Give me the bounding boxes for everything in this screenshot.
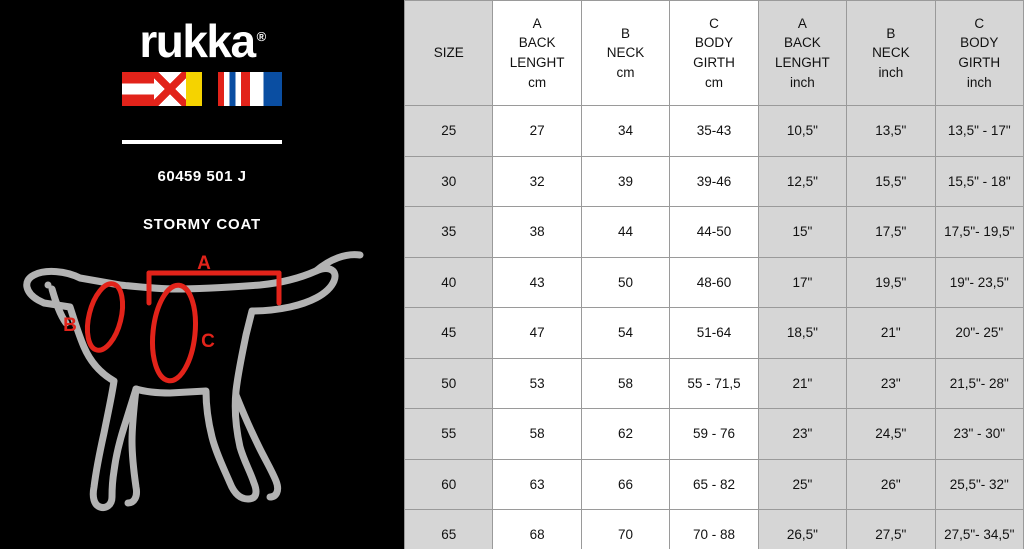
- cell-neck-inch: 17,5": [847, 207, 935, 258]
- cell-body-girth-cm: 55 - 71,5: [670, 358, 758, 409]
- cell-neck-inch: 24,5": [847, 409, 935, 460]
- flag-strip-icon: [122, 72, 282, 106]
- header-row: [405, 1, 1024, 106]
- brand-logo: [0, 15, 404, 106]
- cell-size: 40: [405, 257, 493, 308]
- table-row: [405, 409, 1024, 460]
- cell-back-length-inch: 25": [758, 459, 846, 510]
- cell-size: 50: [405, 358, 493, 409]
- cell-neck-cm: 70: [581, 510, 669, 549]
- column-header-body-girth-cm: [670, 1, 758, 106]
- header-letter: C: [974, 15, 985, 31]
- header-name: BACK LENGHT: [509, 35, 565, 70]
- product-code: 60459 501 J: [157, 168, 247, 185]
- table-row: [405, 459, 1024, 510]
- cell-back-length-cm: 38: [493, 207, 581, 258]
- table-row: [405, 106, 1024, 157]
- cell-back-length-inch: 12,5": [758, 156, 846, 207]
- column-header-neck-cm: [581, 1, 669, 106]
- cell-back-length-cm: 27: [493, 106, 581, 157]
- header-unit: cm: [528, 74, 547, 90]
- table-row: [405, 207, 1024, 258]
- size-table: [404, 0, 1024, 549]
- cell-back-length-cm: 53: [493, 358, 581, 409]
- cell-body-girth-cm: 44-50: [670, 207, 758, 258]
- cell-neck-inch: 26": [847, 459, 935, 510]
- cell-body-girth-cm: 51-64: [670, 308, 758, 359]
- cell-body-girth-cm: 39-46: [670, 156, 758, 207]
- column-header-size: [405, 1, 493, 106]
- brand-wordmark: [139, 15, 265, 67]
- cell-neck-inch: 27,5": [847, 510, 935, 549]
- cell-neck-cm: 66: [581, 459, 669, 510]
- column-header-body-girth-inch: [935, 1, 1023, 106]
- cell-back-length-cm: 32: [493, 156, 581, 207]
- header-letter: A: [532, 15, 542, 31]
- cell-body-girth-inch: 27,5"- 34,5": [935, 510, 1023, 549]
- registered-mark: ®: [256, 28, 265, 44]
- column-header-back-length-inch: [758, 1, 846, 106]
- cell-back-length-inch: 10,5": [758, 106, 846, 157]
- cell-size: 30: [405, 156, 493, 207]
- cell-size: 45: [405, 308, 493, 359]
- cell-body-girth-cm: 35-43: [670, 106, 758, 157]
- cell-body-girth-inch: 13,5" - 17": [935, 106, 1023, 157]
- label-c: C: [201, 331, 215, 352]
- cell-neck-cm: 34: [581, 106, 669, 157]
- cell-neck-cm: 50: [581, 257, 669, 308]
- cell-neck-inch: 21": [847, 308, 935, 359]
- table-body: [405, 106, 1024, 549]
- cell-body-girth-inch: 15,5" - 18": [935, 156, 1023, 207]
- cell-neck-cm: 58: [581, 358, 669, 409]
- cell-neck-cm: 54: [581, 308, 669, 359]
- flag-white-blue-icon: [250, 72, 282, 106]
- table-row: [405, 308, 1024, 359]
- dog-measurement-diagram: [8, 245, 398, 535]
- header-letter: B: [621, 25, 631, 41]
- header-name: BODY GIRTH: [958, 35, 1001, 70]
- cell-neck-cm: 62: [581, 409, 669, 460]
- cell-body-girth-inch: 20"- 25": [935, 308, 1023, 359]
- cell-back-length-cm: 58: [493, 409, 581, 460]
- header-name: NECK: [606, 45, 645, 61]
- header-unit: cm: [616, 64, 635, 80]
- cell-back-length-cm: 63: [493, 459, 581, 510]
- cell-body-girth-cm: 65 - 82: [670, 459, 758, 510]
- cell-back-length-inch: 23": [758, 409, 846, 460]
- header-letter: C: [709, 15, 719, 31]
- brand-panel: [0, 0, 404, 549]
- cell-size: 25: [405, 106, 493, 157]
- header-name: NECK: [872, 45, 910, 61]
- table-row: [405, 257, 1024, 308]
- cell-back-length-cm: 68: [493, 510, 581, 549]
- cell-back-length-cm: 47: [493, 308, 581, 359]
- flag-red-white-red-icon: [122, 72, 154, 106]
- header-unit: cm: [704, 74, 723, 90]
- cell-back-length-inch: 17": [758, 257, 846, 308]
- column-header-back-length-cm: [493, 1, 581, 106]
- cell-neck-inch: 23": [847, 358, 935, 409]
- cell-body-girth-inch: 19"- 23,5": [935, 257, 1023, 308]
- cell-neck-inch: 19,5": [847, 257, 935, 308]
- cell-back-length-inch: 21": [758, 358, 846, 409]
- brand-name: rukka: [139, 15, 255, 67]
- header-unit: inch: [966, 74, 992, 90]
- cell-body-girth-cm: 70 - 88: [670, 510, 758, 549]
- label-b: B: [63, 315, 77, 336]
- header-unit: inch: [790, 74, 815, 90]
- cell-body-girth-inch: 21,5"- 28": [935, 358, 1023, 409]
- header-name: BACK LENGHT: [775, 35, 830, 70]
- table-row: [405, 510, 1024, 549]
- table-row: [405, 156, 1024, 207]
- cell-size: 60: [405, 459, 493, 510]
- header-letter: A: [797, 15, 807, 31]
- cell-body-girth-cm: 59 - 76: [670, 409, 758, 460]
- cell-back-length-inch: 26,5": [758, 510, 846, 549]
- table-row: [405, 358, 1024, 409]
- column-header-neck-inch: [847, 1, 935, 106]
- label-a: A: [197, 253, 211, 274]
- flag-white-red-cross-icon: [154, 72, 186, 106]
- cell-back-length-inch: 15": [758, 207, 846, 258]
- header-unit: inch: [878, 64, 904, 80]
- cell-body-girth-inch: 17,5"- 19,5": [935, 207, 1023, 258]
- cell-neck-cm: 44: [581, 207, 669, 258]
- table-header: [405, 1, 1024, 106]
- header-letter: B: [886, 25, 896, 41]
- cell-neck-inch: 13,5": [847, 106, 935, 157]
- cell-size: 55: [405, 409, 493, 460]
- flag-red-white-blue-icon: [218, 72, 250, 106]
- cell-size: 35: [405, 207, 493, 258]
- cell-back-length-inch: 18,5": [758, 308, 846, 359]
- header-name: BODY GIRTH: [693, 35, 735, 70]
- cell-back-length-cm: 43: [493, 257, 581, 308]
- cell-body-girth-cm: 48-60: [670, 257, 758, 308]
- product-name: STORMY COAT: [143, 216, 261, 233]
- divider: [122, 140, 282, 144]
- cell-size: 65: [405, 510, 493, 549]
- size-table-panel: [404, 0, 1024, 549]
- cell-body-girth-inch: 23" - 30": [935, 409, 1023, 460]
- cell-body-girth-inch: 25,5"- 32": [935, 459, 1023, 510]
- cell-neck-cm: 39: [581, 156, 669, 207]
- flag-yellow-black-icon: [186, 72, 218, 106]
- header-name: SIZE: [433, 45, 464, 61]
- cell-neck-inch: 15,5": [847, 156, 935, 207]
